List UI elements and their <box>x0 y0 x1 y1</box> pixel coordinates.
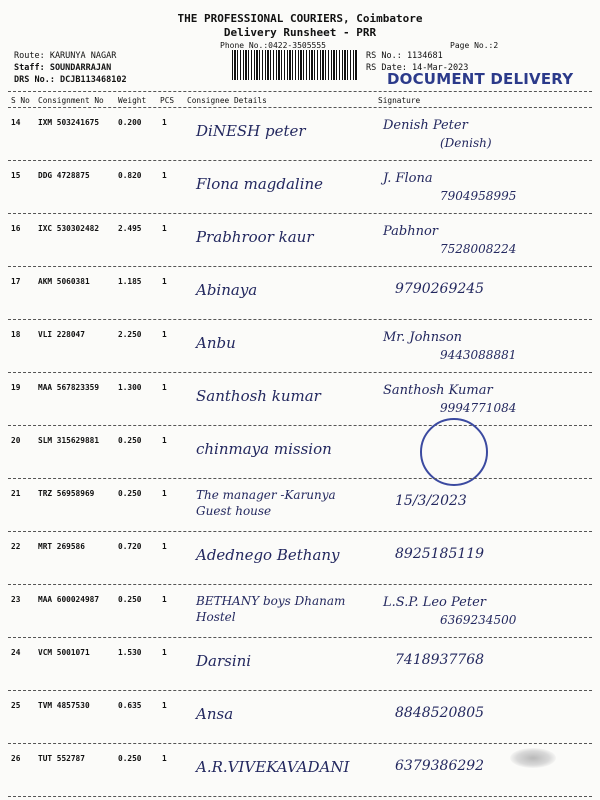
row-signature-handwritten: Santhosh Kumar <box>383 383 493 398</box>
row-consignment-no: DDG 4728875 <box>38 171 90 180</box>
staff: Staff: SOUNDARRAJAN <box>14 63 112 73</box>
row-sno: 24 <box>11 648 21 657</box>
row-weight: 2.250 <box>118 330 142 339</box>
row-consignee-handwritten: BETHANY boys Dhanam Hostel <box>196 594 346 624</box>
row-signature-handwritten: Pabhnor <box>383 224 439 239</box>
row-phone-handwritten: 9443088881 <box>440 348 517 362</box>
table-row <box>0 373 600 425</box>
table-row <box>0 638 600 690</box>
phone-number: Phone No.:0422-3505555 <box>220 41 326 50</box>
row-consignment-no: IXC 530302482 <box>38 224 100 233</box>
row-sno: 25 <box>11 701 21 710</box>
row-weight: 0.250 <box>118 436 142 445</box>
row-weight: 0.820 <box>118 171 142 180</box>
table-row <box>0 214 600 266</box>
row-consignment-no: AKM 5060381 <box>38 277 90 286</box>
row-pcs: 1 <box>162 754 167 763</box>
row-consignee-handwritten: Adednego Bethany <box>196 546 340 564</box>
row-phone-handwritten: 15/3/2023 <box>395 493 467 509</box>
col-signature: Signature <box>378 96 421 105</box>
rs-date: RS Date: 14-Mar-2023 <box>366 63 469 73</box>
row-weight: 0.250 <box>118 754 142 763</box>
row-weight: 0.720 <box>118 542 142 551</box>
col-weight: Weight <box>118 96 147 105</box>
row-consignment-no: TVM 4857530 <box>38 701 90 710</box>
row-consignee-handwritten: Santhosh kumar <box>196 387 321 405</box>
company-title: THE PROFESSIONAL COURIERS, Coimbatore <box>177 12 423 25</box>
row-consignee-handwritten: The manager -Karunya Guest house <box>196 488 336 518</box>
table-row <box>0 320 600 372</box>
row-phone-handwritten: 7418937768 <box>395 652 485 668</box>
row-consignee-handwritten: Prabhroor kaur <box>196 228 314 246</box>
table-row <box>0 585 600 637</box>
row-pcs: 1 <box>162 277 167 286</box>
row-phone-handwritten: (Denish) <box>440 136 492 150</box>
table-row <box>0 479 600 531</box>
row-pcs: 1 <box>162 383 167 392</box>
ink-smudge <box>510 748 556 768</box>
row-pcs: 1 <box>162 436 167 445</box>
row-sno: 17 <box>11 277 21 286</box>
row-pcs: 1 <box>162 330 167 339</box>
barcode-image <box>232 50 358 80</box>
row-weight: 0.250 <box>118 489 142 498</box>
drs-number: DRS No.: DCJB113468102 <box>14 75 127 85</box>
row-sno: 20 <box>11 436 21 445</box>
row-consignment-no: SLM 315629881 <box>38 436 100 445</box>
row-pcs: 1 <box>162 701 167 710</box>
row-sno: 26 <box>11 754 21 763</box>
row-phone-handwritten: 7528008224 <box>440 242 517 256</box>
row-consignee-handwritten: Anbu <box>196 334 236 352</box>
row-consignee-handwritten: Darsini <box>196 652 252 670</box>
col-consignment: Consignment No <box>38 96 104 105</box>
row-consignment-no: MAA 567823359 <box>38 383 100 392</box>
row-weight: 1.300 <box>118 383 142 392</box>
row-sno: 16 <box>11 224 21 233</box>
table-row <box>0 161 600 213</box>
table-row <box>0 426 600 478</box>
row-consignee-handwritten: Ansa <box>196 705 234 723</box>
row-consignment-no: VCM 5001071 <box>38 648 90 657</box>
table-row <box>0 532 600 584</box>
table-row <box>0 267 600 319</box>
row-weight: 0.200 <box>118 118 142 127</box>
row-weight: 1.185 <box>118 277 142 286</box>
row-pcs: 1 <box>162 224 167 233</box>
delivery-seal <box>420 418 488 486</box>
row-pcs: 1 <box>162 171 167 180</box>
table-row <box>0 744 600 796</box>
row-consignment-no: TRZ 56958969 <box>38 489 95 498</box>
col-consignee: Consignee Details <box>187 96 267 105</box>
row-consignee-handwritten: A.R.VIVEKAVADANI <box>196 758 350 776</box>
row-divider <box>8 796 592 797</box>
row-signature-handwritten: L.S.P. Leo Peter <box>383 595 486 610</box>
table-row <box>0 691 600 743</box>
row-pcs: 1 <box>162 489 167 498</box>
row-consignment-no: MAA 600024987 <box>38 595 100 604</box>
row-phone-handwritten: 8848520805 <box>395 705 485 721</box>
row-consignment-no: MRT 269586 <box>38 542 85 551</box>
row-weight: 1.530 <box>118 648 142 657</box>
row-consignee-handwritten: Flona magdaline <box>196 175 324 193</box>
row-phone-handwritten: 9790269245 <box>395 281 485 297</box>
row-consignment-no: IXM 503241675 <box>38 118 100 127</box>
runsheet-meta-left <box>14 50 127 86</box>
row-phone-handwritten: 6369234500 <box>440 613 517 627</box>
document-delivery-stamp: DOCUMENT DELIVERY <box>387 70 574 88</box>
row-weight: 0.250 <box>118 595 142 604</box>
row-consignee-handwritten: Abinaya <box>196 281 258 299</box>
row-phone-handwritten: 9994771084 <box>440 401 517 415</box>
row-phone-handwritten: 8925185119 <box>395 546 485 562</box>
row-pcs: 1 <box>162 542 167 551</box>
row-pcs: 1 <box>162 118 167 127</box>
row-sno: 22 <box>11 542 21 551</box>
rs-number: RS No.: 1134681 <box>366 51 443 61</box>
row-consignment-no: TUT 552787 <box>38 754 85 763</box>
row-signature-handwritten: J. Flona <box>383 171 433 186</box>
row-consignee-handwritten: chinmaya mission <box>196 440 332 458</box>
row-sno: 19 <box>11 383 21 392</box>
table-row <box>0 108 600 160</box>
row-signature-handwritten: Denish Peter <box>383 118 468 133</box>
row-consignee-handwritten: DiNESH peter <box>196 122 306 140</box>
row-pcs: 1 <box>162 595 167 604</box>
row-sno: 21 <box>11 489 21 498</box>
row-weight: 0.635 <box>118 701 142 710</box>
row-sno: 23 <box>11 595 21 604</box>
row-sno: 14 <box>11 118 21 127</box>
row-weight: 2.495 <box>118 224 142 233</box>
row-signature-handwritten: Mr. Johnson <box>383 330 463 345</box>
row-sno: 18 <box>11 330 21 339</box>
row-pcs: 1 <box>162 648 167 657</box>
route: Route: KARUNYA NAGAR <box>14 51 117 61</box>
header-divider-top <box>8 91 592 92</box>
col-pcs: PCS <box>160 96 175 105</box>
runsheet-subtitle: Delivery Runsheet - PRR <box>223 26 377 39</box>
col-sno: S No <box>11 96 30 105</box>
row-phone-handwritten: 6379386292 <box>395 758 485 774</box>
row-consignment-no: VLI 228047 <box>38 330 85 339</box>
row-sno: 15 <box>11 171 21 180</box>
page-number: Page No.:2 <box>450 41 499 50</box>
row-phone-handwritten: 7904958995 <box>440 189 517 203</box>
